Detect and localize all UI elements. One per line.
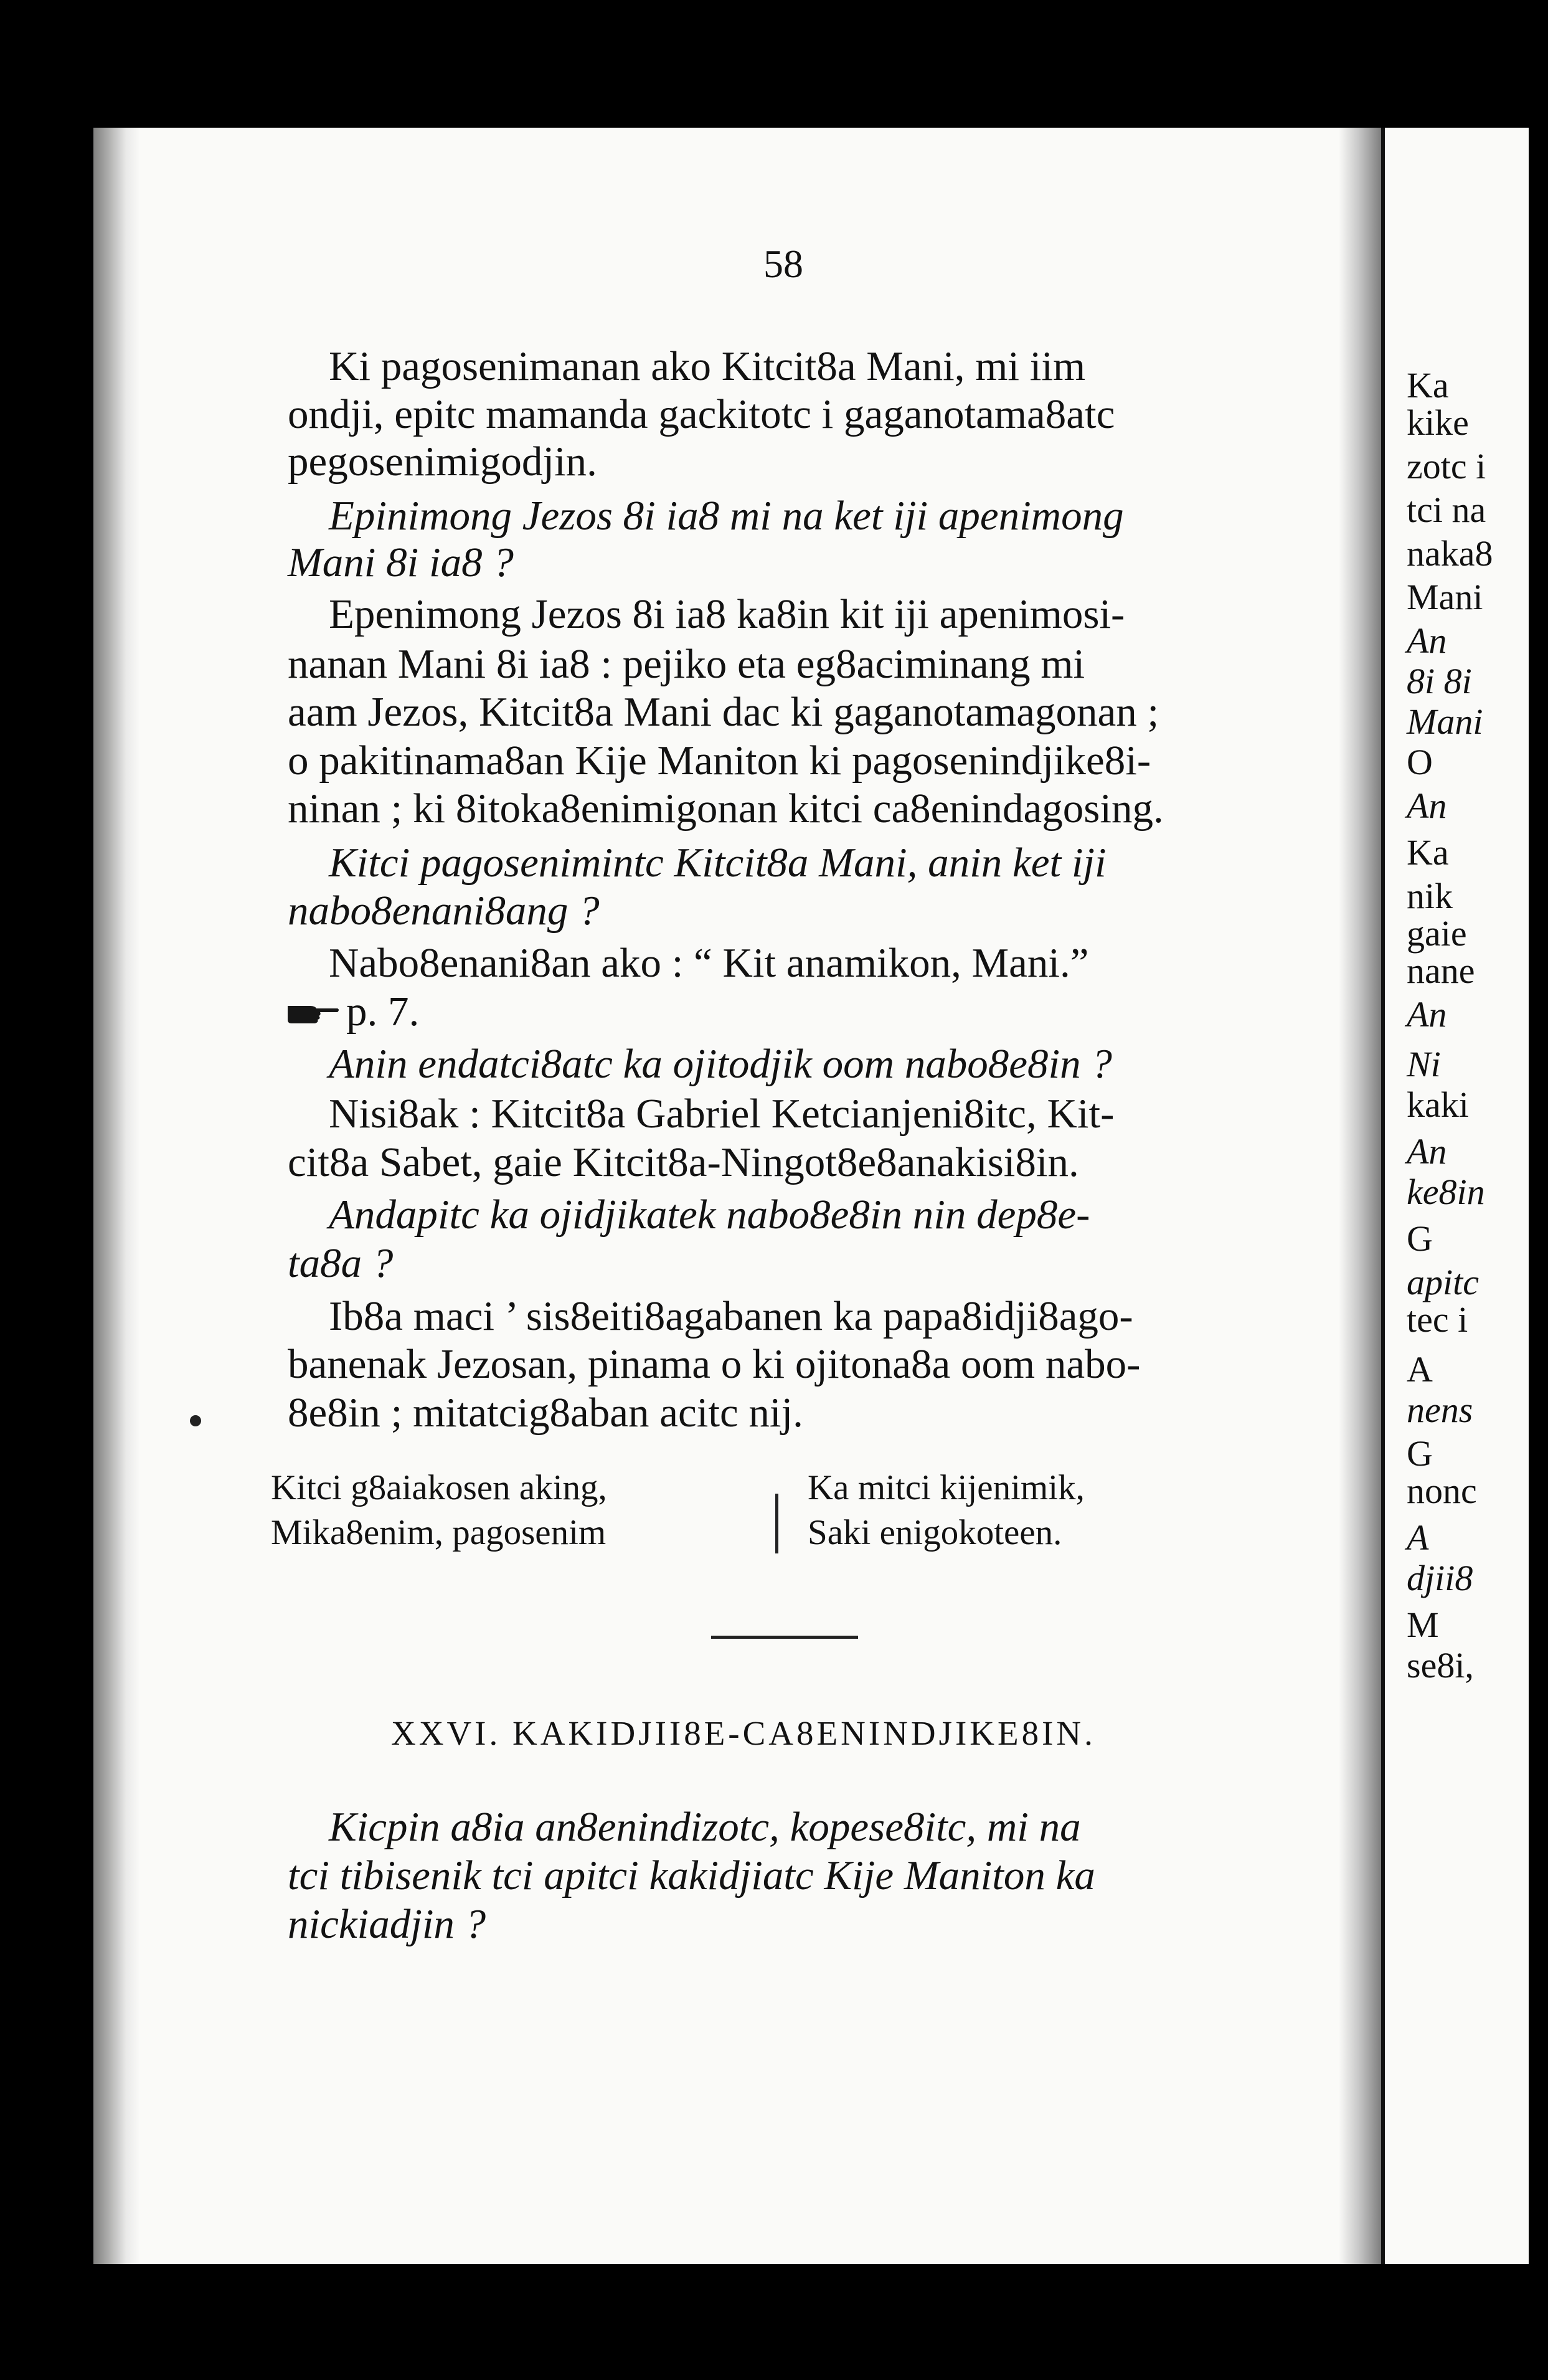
body-line: Nabo8enani8an ako : “ Kit anamikon, Mani.”: [329, 940, 1089, 986]
question-line: Kitci pagosenimintc Kitcit8a Mani, anin ket iji: [329, 840, 1107, 886]
facing-line: Ka: [1407, 365, 1449, 405]
question-line: Andapitc ka ojidjikatek nabo8e8in nin dep8e-: [329, 1192, 1090, 1238]
body-line: cit8a Sabet, gaie Kitcit8a-Ningot8e8anakisi8in.: [288, 1139, 1079, 1185]
page-left-edge: [93, 128, 140, 2264]
body-line: Ib8a maci ’ sis8eiti8agabanen ka papa8idji8ago-: [329, 1293, 1133, 1339]
body-line: aam Jezos, Kitcit8a Mani dac ki gaganotamagonan ;: [288, 689, 1159, 735]
page-number: 58: [763, 242, 803, 286]
facing-line: 8i 8i: [1407, 661, 1472, 701]
gutter-shadow: [1339, 128, 1382, 2264]
facing-line: A: [1407, 1517, 1429, 1558]
facing-line: naka8: [1407, 533, 1493, 574]
facing-line: nonc: [1407, 1471, 1477, 1511]
verse-line: Mika8enim, pagosenim: [271, 1513, 606, 1552]
question-line: Kicpin a8ia an8enindizotc, kopese8itc, mi na: [329, 1804, 1081, 1850]
body-line: ondji, epitc mamanda gackitotc i gaganotama8atc: [288, 391, 1115, 437]
facing-line: tec i: [1407, 1299, 1468, 1340]
margin-dot: [190, 1415, 201, 1426]
facing-line: M: [1407, 1605, 1439, 1645]
facing-line: An: [1407, 785, 1447, 826]
body-line: pegosenimigodjin.: [288, 439, 597, 485]
body-line: nanan Mani 8i ia8 : pejiko eta eg8aciminang mi: [288, 641, 1085, 687]
body-line: Epenimong Jezos 8i ia8 ka8in kit iji apenimosi-: [329, 591, 1125, 637]
body-line: Nisi8ak : Kitcit8a Gabriel Ketcianjeni8itc, Kit-: [329, 1091, 1115, 1137]
facing-line: An: [1407, 994, 1447, 1035]
facing-line: nane: [1407, 951, 1475, 991]
facing-line: Ka: [1407, 832, 1449, 873]
facing-line: tci na: [1407, 490, 1486, 530]
facing-line: Mani: [1407, 577, 1483, 617]
question-line: nabo8enani8ang ?: [288, 888, 600, 934]
facing-line: se8i,: [1407, 1645, 1474, 1685]
facing-line: G: [1407, 1433, 1433, 1474]
facing-line: apitc: [1407, 1262, 1479, 1302]
body-line: Ki pagosenimanan ako Kitcit8a Mani, mi iim: [329, 343, 1086, 389]
facing-line: nens: [1407, 1390, 1473, 1430]
body-line: banenak Jezosan, pinama o ki ojitona8a oom nabo-: [288, 1341, 1141, 1387]
facing-line: An: [1407, 620, 1447, 661]
question-line: Epinimong Jezos 8i ia8 mi na ket iji apenimong: [329, 493, 1124, 539]
question-line: Anin endatci8atc ka ojitodjik oom nabo8e8in ?: [329, 1041, 1112, 1087]
question-line: ta8a ?: [288, 1240, 394, 1286]
facing-line: A: [1407, 1349, 1433, 1390]
facing-line: nik: [1407, 876, 1453, 916]
body-line: 8e8in ; mitatcig8aban acitc nij.: [288, 1390, 803, 1436]
question-line: tci tibisenik tci apitci kakidjiatc Kije Maniton ka: [288, 1852, 1095, 1899]
facing-line: djii8: [1407, 1558, 1473, 1598]
body-line: ninan ; ki 8itoka8enimigonan kitci ca8enindagosing.: [288, 785, 1164, 832]
section-rule: [711, 1636, 858, 1639]
facing-line: Ni: [1407, 1044, 1441, 1084]
facing-page: [1385, 128, 1548, 2264]
question-line: nickiadjin ?: [288, 1901, 486, 1947]
verse-line: Kitci g8aiakosen aking,: [271, 1468, 607, 1507]
verse-divider: [775, 1494, 778, 1553]
verse-line: Ka mitci kijenimik,: [808, 1468, 1085, 1507]
facing-line: kike: [1407, 402, 1469, 443]
facing-line: zotc i: [1407, 446, 1486, 486]
facing-line: G: [1407, 1218, 1433, 1259]
facing-line: ke8in: [1407, 1172, 1485, 1212]
facing-line: An: [1407, 1131, 1447, 1172]
facing-line: Mani: [1407, 701, 1483, 742]
verse-line: Saki enigokoteen.: [808, 1513, 1062, 1552]
question-line: Mani 8i ia8 ?: [288, 539, 514, 586]
facing-line: O: [1407, 742, 1433, 782]
page-reference: p. 7.: [346, 989, 420, 1035]
facing-line: kaki: [1407, 1084, 1469, 1125]
chapter-heading: XXVI. KAKIDJII8E-CA8ENINDJIKE8IN.: [391, 1714, 1096, 1752]
body-line: o pakitinama8an Kije Maniton ki pagosenindjike8i-: [288, 737, 1151, 784]
pointing-hand-icon: [285, 1000, 341, 1028]
right-edge: [1529, 0, 1548, 2380]
facing-line: gaie: [1407, 913, 1467, 954]
